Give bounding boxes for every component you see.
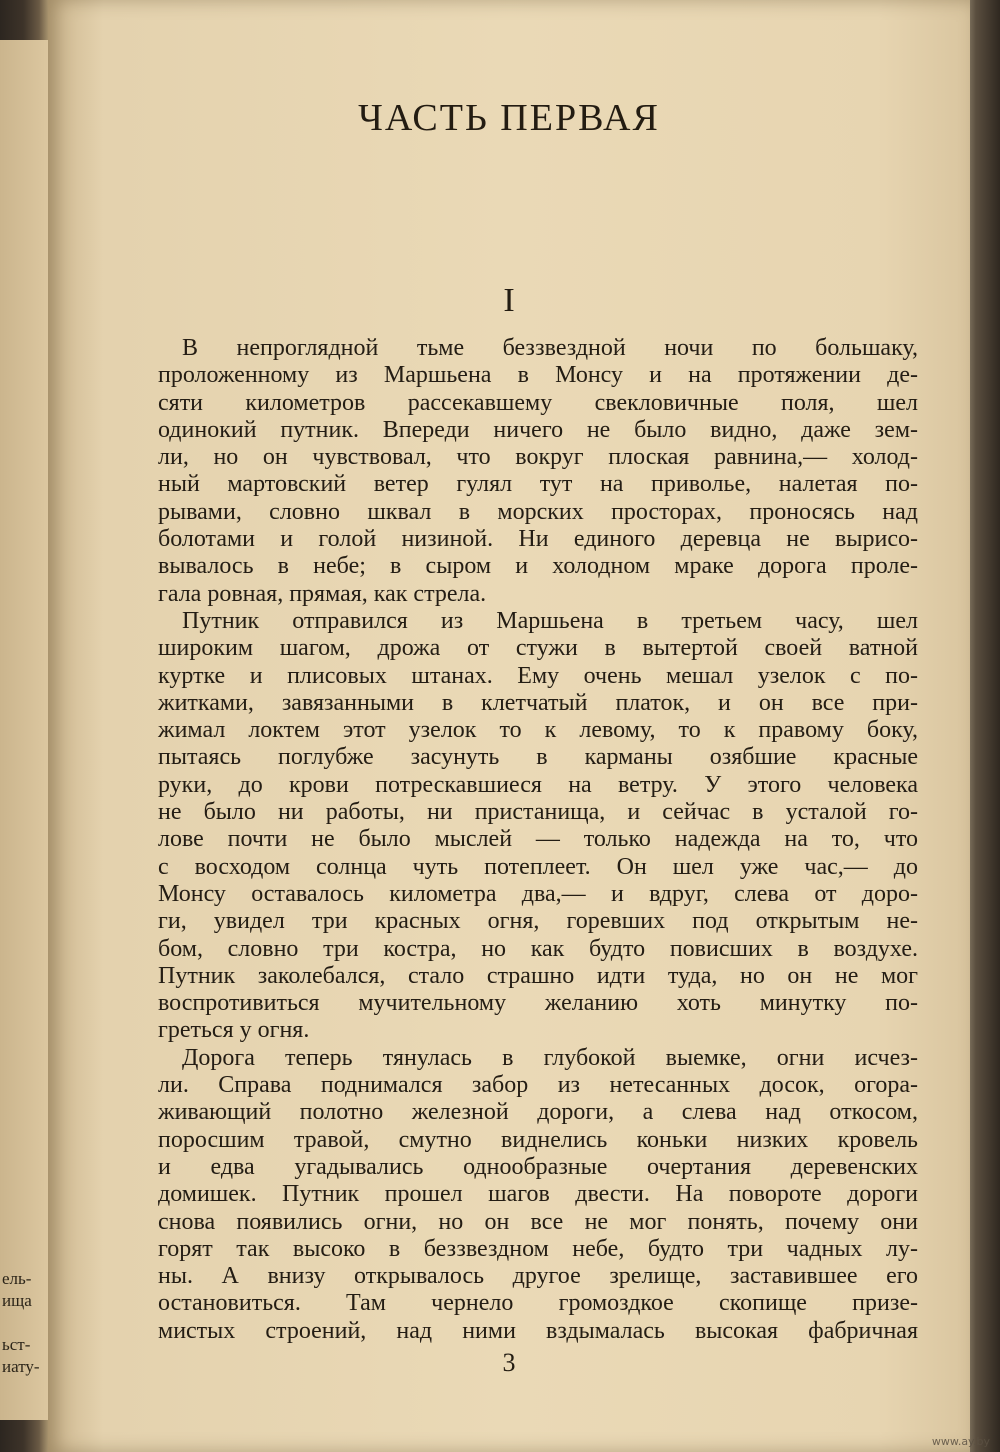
text-line: ный мартовский ветер гулял тут на приволье, налетая по- [158, 471, 918, 498]
chapter-number: I [503, 282, 515, 319]
text-line: пытаясь поглубже засунуть в карманы озябшие красные [158, 744, 918, 771]
text-line: В непроглядной тьме беззвездной ночи по большаку, [182, 335, 918, 361]
text-line: гала ровная, прямая, как стрела. [158, 580, 487, 607]
text-line: Дорога теперь тянулась в глубокой выемке, огни исчез- [182, 1044, 918, 1071]
left-page-text-fragments [2, 1268, 48, 1378]
text-line: с восходом солнца чуть потеплеет. Он шел уже час,— до [158, 853, 918, 880]
book-page [48, 0, 970, 1452]
text-line: горят так высоко в беззвездном небе, будто три чадных лу- [158, 1235, 918, 1262]
left-page-fragment: ища [2, 1291, 32, 1310]
text-line: и едва угадывались однообразные очертания деревенских [158, 1153, 918, 1180]
text-line: бом, словно три костра, но как будто повисших в воздухе. [158, 935, 918, 962]
text-line: поросшим травой, смутно виднелись коньки низких кровель [158, 1126, 918, 1153]
left-page-fragment [2, 1312, 48, 1334]
text-line: житками, завязанными в клетчатый платок, и он все при- [158, 689, 918, 716]
text-line: куртке и плисовых штанах. Ему очень мешал узелок с по- [158, 662, 918, 689]
text-line: греться у огня. [158, 1017, 310, 1044]
text-line: вывалось в небе; в сыром и холодном мраке дорога проле- [158, 553, 918, 580]
text-line: широким шагом, дрожа от стужи в вытертой своей ватной [158, 635, 918, 662]
text-line: жимал локтем этот узелок то к левому, то к правому боку, [158, 717, 918, 744]
left-page-fragment: ель- [2, 1269, 32, 1288]
text-line: болотами и голой низиной. Ни единого деревца не вырисо- [158, 526, 918, 553]
text-line: домишек. Путник прошел шагов двести. На повороте дороги [158, 1181, 918, 1208]
text-line: сяти километров рассекавшему свекловичные поля, шел [158, 389, 918, 416]
text-line: снова появились огни, но он все не мог понять, почему они [158, 1208, 918, 1235]
text-line: живающий полотно железной дороги, а слева над откосом, [158, 1099, 918, 1126]
text-line: Монсу оставалось километра два,— и вдруг, слева от доро- [158, 880, 918, 907]
text-line: остановиться. Там чернело громоздкое скопище призе- [158, 1290, 918, 1317]
text-line: ли, но он чувствовал, что вокруг плоская равнина,— холод- [158, 444, 918, 471]
text-line: мистых строений, над ними вздымалась высокая фабричная [158, 1317, 918, 1344]
text-line: ны. А внизу открывалось другое зрелище, заставившее его [158, 1263, 918, 1290]
watermark: www.ay.by [931, 1435, 990, 1448]
left-page-fragment: иату- [2, 1357, 40, 1376]
part-title: ЧАСТЬ ПЕРВАЯ [358, 97, 660, 139]
text-line: ги, увидел три красных огня, горевших под открытым не- [158, 908, 918, 935]
text-line: лове почти не было мыслей — только надежда на то, что [158, 826, 918, 853]
text-line: ли. Справа поднимался забор из нетесанных досок, огора- [158, 1072, 918, 1099]
text-line: воспротивиться мучительному желанию хоть минутку по- [158, 990, 918, 1017]
body-text [158, 335, 918, 1345]
text-line: Путник заколебался, стало страшно идти туда, но он не мог [158, 962, 918, 989]
left-page-edge [0, 40, 48, 1420]
text-line: одинокий путник. Впереди ничего не было видно, даже зем- [158, 416, 918, 443]
text-line: руки, до крови потрескавшиеся на ветру. У этого человека [158, 771, 918, 798]
text-line: не было ни работы, ни пристанища, и сейчас в усталой го- [158, 799, 918, 826]
text-line: Путник отправился из Маршьена в третьем часу, шел [182, 607, 918, 634]
left-page-fragment: ьст- [2, 1335, 31, 1354]
text-line: проложенному из Маршьена в Монсу и на протяжении де- [158, 362, 918, 389]
text-line: рывами, словно шквал в морских просторах, проносясь над [158, 498, 918, 525]
page-number: 3 [502, 1348, 516, 1377]
